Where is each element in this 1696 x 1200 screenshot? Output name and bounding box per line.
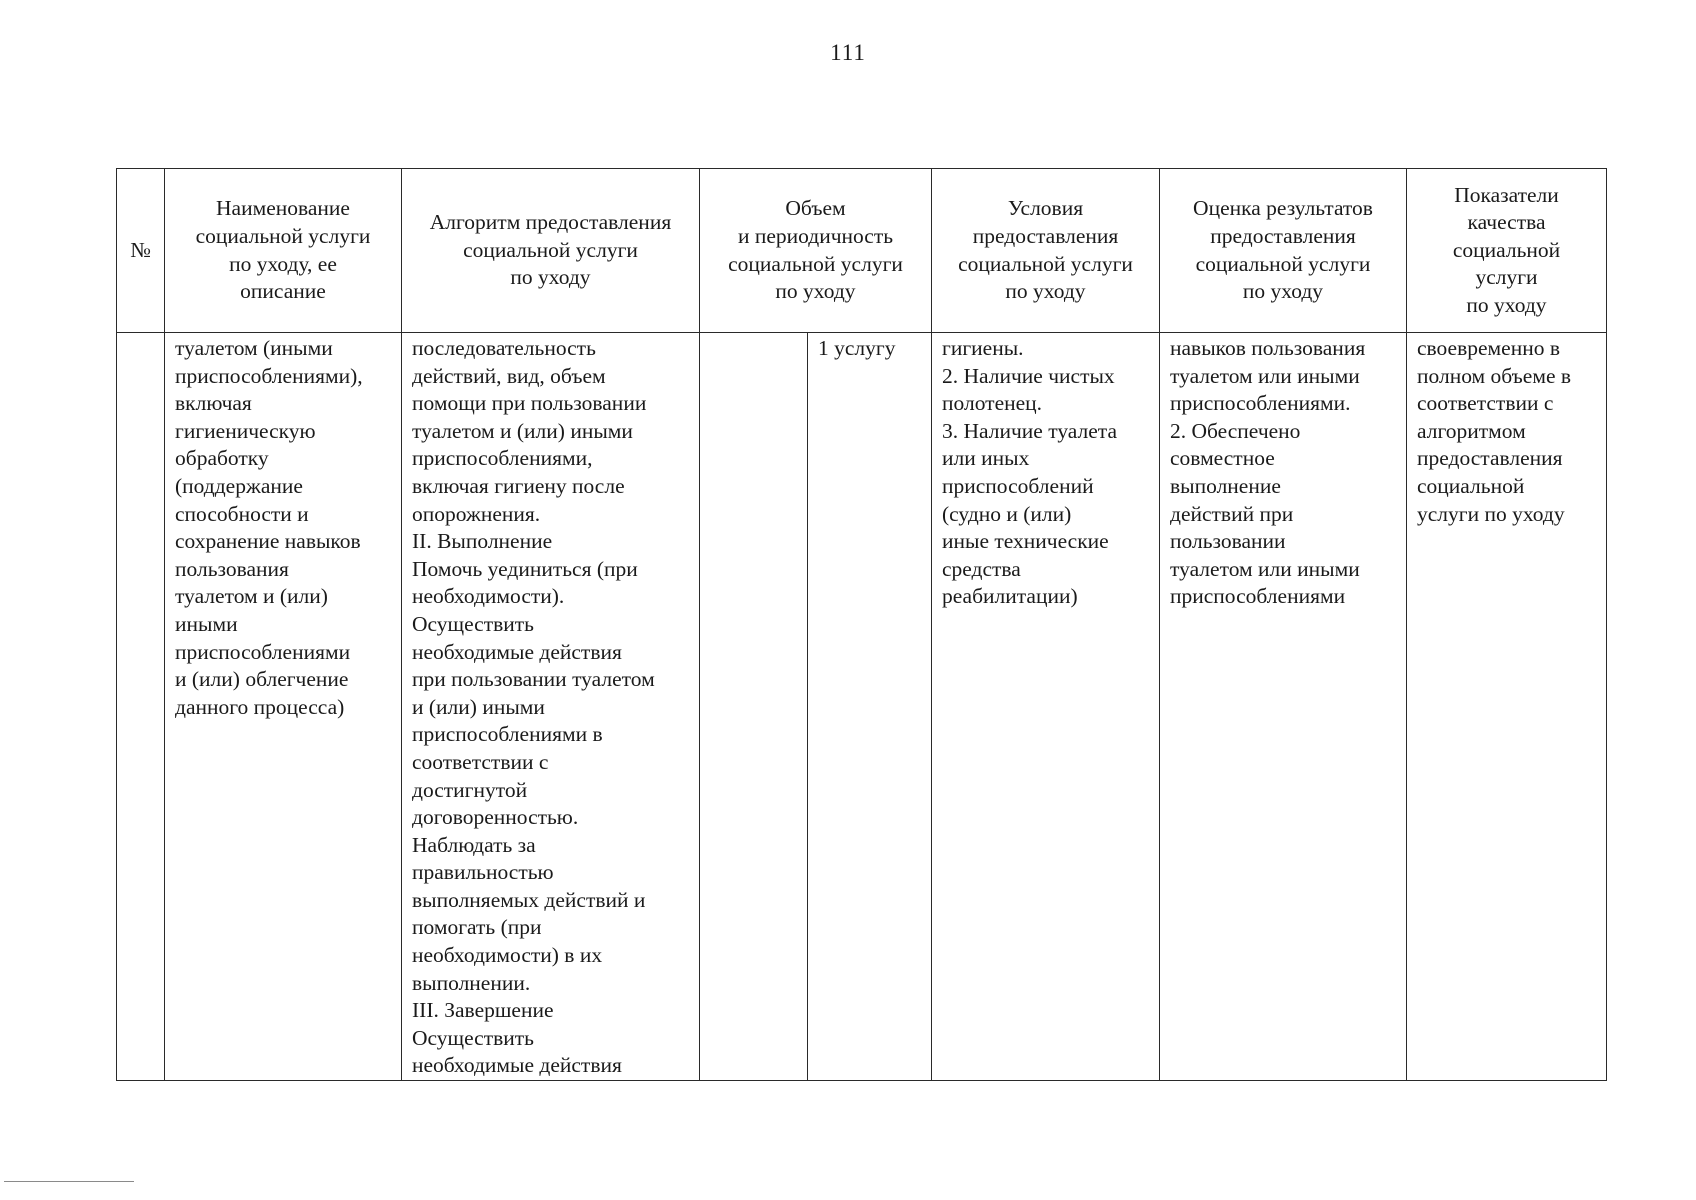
page-number: 111 [830, 40, 866, 65]
services-table [116, 168, 1607, 1081]
header-volume-label: Объем и периодичность социальной услуги по уходу [728, 196, 903, 304]
cell-volume-left [700, 333, 808, 1081]
header-volume [700, 169, 932, 333]
cell-evaluation: навыков пользования туалетом или иными приспособлениями. 2. Обеспечено совместное выполнение действий при пользовании туалетом или иными приспособлениями [1160, 333, 1407, 1081]
table-row [117, 333, 1607, 1081]
header-quality [1407, 169, 1607, 333]
cell-quality: своевременно в полном объеме в соответствии с алгоритмом предоставления социальной услуги по уходу [1407, 333, 1607, 1081]
header-quality-label: Показатели качества социальной услуги по уходу [1452, 182, 1561, 317]
header-conditions [932, 169, 1160, 333]
header-service-name-label: Наименование социальной услуги по уходу, ее описание [195, 196, 371, 304]
cell-conditions: гигиены. 2. Наличие чистых полотенец. 3. Наличие туалета или иных приспособлений (судно и (или) иные технические средства реабилитации) [932, 333, 1160, 1081]
cell-service-name: туалетом (иными приспособлениями), включая гигиеническую обработку (поддержание способности и сохранение навыков пользования туалетом и (или) иными приспособлениями и (или) облегчение данного процесса) [165, 333, 402, 1081]
header-evaluation [1160, 169, 1407, 333]
table-header [117, 169, 1607, 333]
header-service-name [165, 169, 402, 333]
cell-algorithm: последовательность действий, вид, объем помощи при пользовании туалетом и (или) иными приспособлениями, включая гигиену после опорожнения. II. Выполнение Помочь уединиться (при необходимости). Осуществить необходимые действия при пользовании туалетом и (или) иными приспособлениями в соответствии с достигнутой договоренностью. Наблюдать за правильностью выполняемых действий и помогать (при необходимости) в их выполнении. III. Завершение Осуществить необходимые действия [402, 333, 700, 1081]
header-algorithm [402, 169, 700, 333]
header-number [117, 169, 165, 333]
header-evaluation-label: Оценка результатов предоставления социальной услуги по уходу [1193, 196, 1373, 304]
table-body [117, 333, 1607, 1081]
header-number-label: № [130, 237, 151, 262]
header-algorithm-label: Алгоритм предоставления социальной услуги по уходу [429, 210, 672, 290]
margin-divider [4, 1181, 134, 1182]
header-conditions-label: Условия предоставления социальной услуги по уходу [958, 196, 1133, 304]
cell-volume-right: 1 услугу [808, 333, 932, 1081]
header-row [117, 169, 1607, 333]
cell-number [117, 333, 165, 1081]
